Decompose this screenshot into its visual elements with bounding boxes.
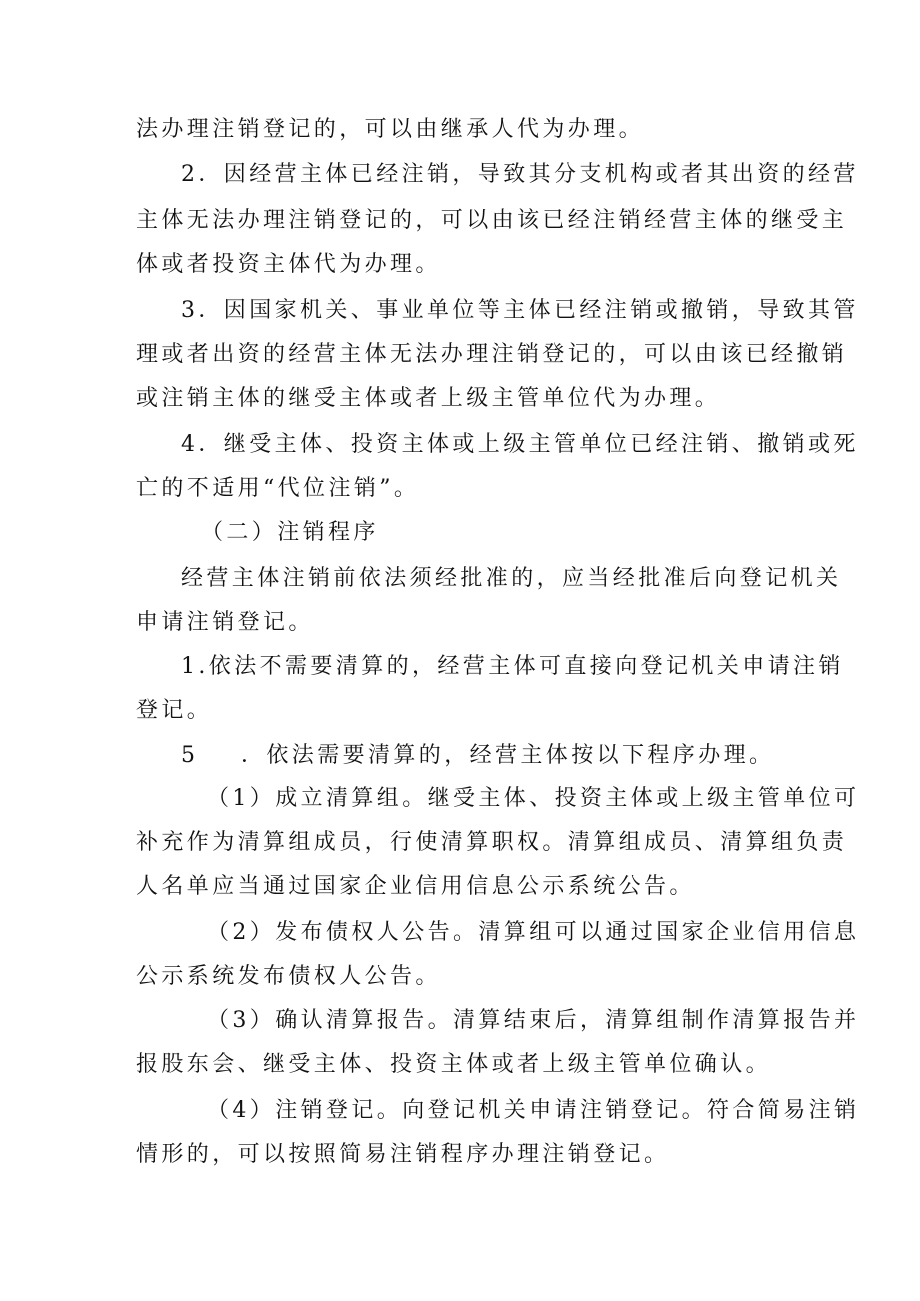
paragraph-line: 3．因国家机关、事业单位等主体已经注销或撤销，导致其管 [181, 298, 859, 323]
paragraph-line: 主体无法办理注销登记的，可以由该已经注销经营主体的继受主 [136, 208, 848, 233]
paragraph-line: （4）注销登记。向登记机关申请注销登记。符合简易注销 [207, 1098, 860, 1123]
paragraph-line: （3）确认清算报告。清算结束后，清算组制作清算报告并 [207, 1008, 860, 1033]
paragraph-line: 4．继受主体、投资主体或上级主管单位已经注销、撤销或死 [181, 432, 859, 457]
paragraph-line: 申请注销登记。 [136, 610, 314, 635]
numbered-item [181, 734, 790, 778]
paragraph-line: 补充作为清算组成员，行使清算职权。清算组成员、清算组负责 [136, 830, 848, 855]
section-heading: （二）注销程序 [201, 520, 379, 545]
item-number: 5 [181, 743, 199, 768]
paragraph-line: 法办理注销登记的，可以由继承人代为办理。 [136, 117, 645, 142]
paragraph-line: 人名单应当通过国家企业信用信息公示系统公告。 [136, 874, 695, 899]
paragraph-line: 亡的不适用“代位注销”。 [136, 476, 420, 501]
paragraph-line: 2．因经营主体已经注销，导致其分支机构或者其出资的经营 [181, 162, 859, 187]
paragraph-line: 情形的，可以按照简易注销程序办理注销登记。 [136, 1142, 670, 1167]
item-text: ．依法需要清算的，经营主体按以下程序办理。 [241, 743, 775, 768]
paragraph-line: 报股东会、继受主体、投资主体或者上级主管单位确认。 [136, 1052, 772, 1077]
paragraph-line: 理或者出资的经营主体无法办理注销登记的，可以由该已经撤销 [136, 342, 848, 367]
paragraph-line: （2）发布债权人公告。清算组可以通过国家企业信用信息 [207, 920, 860, 945]
paragraph-line: 1.依法不需要清算的，经营主体可直接向登记机关申请注销 [181, 654, 844, 679]
paragraph-line: 体或者投资主体代为办理。 [136, 252, 441, 277]
paragraph-line: 或注销主体的继受主体或者上级主管单位代为办理。 [136, 386, 721, 411]
paragraph-line: 登记。 [136, 698, 213, 723]
paragraph-line: 经营主体注销前依法须经批准的，应当经批准后向登记机关 [181, 566, 842, 591]
paragraph-line: （1）成立清算组。继受主体、投资主体或上级主管单位可 [207, 786, 860, 811]
paragraph-line: 公示系统发布债权人公告。 [136, 964, 441, 989]
